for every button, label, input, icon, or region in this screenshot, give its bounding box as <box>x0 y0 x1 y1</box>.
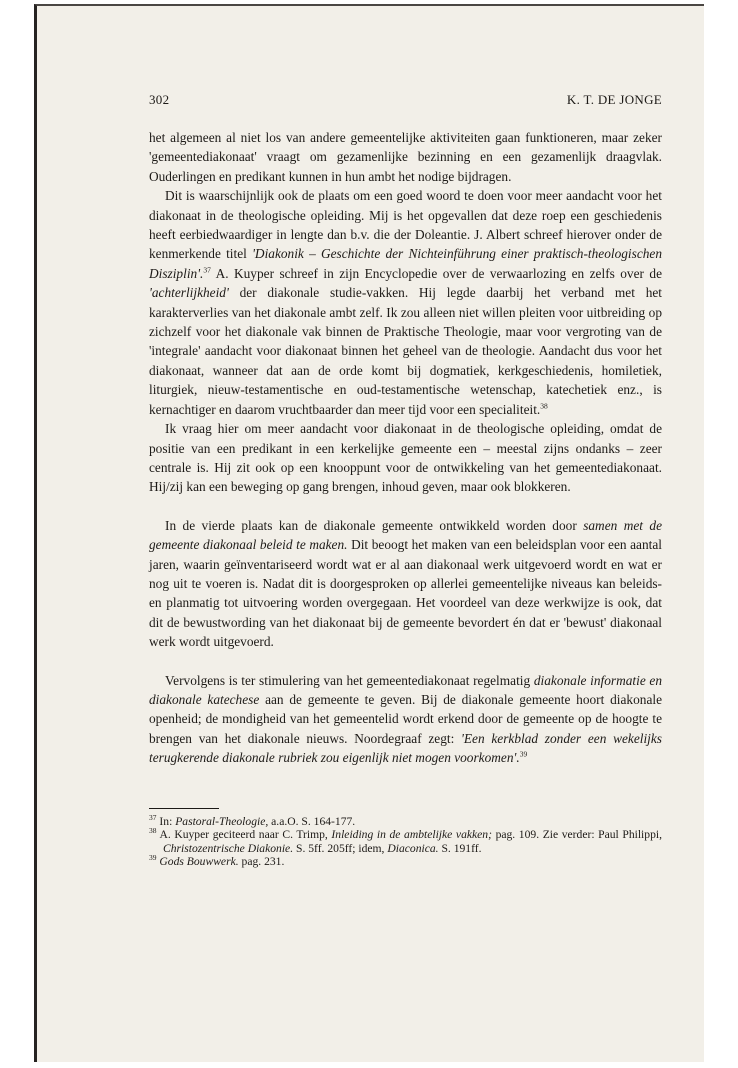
footnote-38: $^{38}$ A. Kuyper geciteerd naar C. Trimp, Inleiding in de ambtelijke vakken; pag. 109. Zie verder: Paul Philippi, Christozentrische Diakonie. S. 5ff. 205ff; idem, Diaconica. S. 191ff. <box>149 826 662 855</box>
paragraph-2: Dit is waarschijnlijk ook de plaats om een goed woord te doen voor meer aandacht voor het diakonaat in de theologische opleiding. Mij is het opgevallen dat deze roep een geschiedenis heeft eerbiedwaardiger in lengte dan b.v. die der Doleantie. J. Albert schreef hierover onder de kenmerkende titel 'Diakonik – Geschichte der Nichteinführung einer praktisch-theologischen Disziplin'.$^{37}$ A. Kuyper schreef in zijn Encyclopedie over de verwaarlozing en zelfs over de 'achterlijkheid' der diakonale studie-vakken. Hij legde daarbij het verband met het karakterverlies van het diakonale ambt zelf. Ik zou alleen niet willen pleiten voor uitbreiding op zichzelf voor het diakonale vak binnen de Praktische Theologie, maar voor vergroting van de 'integrale' aandacht voor diakonaat binnen het geheel van de theologie. Aandacht dus voor het diakonaat, wanneer dat aan de orde komt bij dogmatiek, kerkgeschiedenis, homiletiek, liturgiek, nieuw-testamentische en oud-testamentische wetenschap, katechetiek enz., is kernachtiger en daarom vruchtbaarder dan meer tijd voor een specialiteit.$^{38}$ <box>149 188 663 417</box>
page-number: 302 <box>149 92 170 107</box>
noordegraaf-quote: 'Een kerkblad zonder een wekelijks terugkerende diakonale rubriek zou eigenlijk niet mogen voorkomen'. <box>149 730 663 766</box>
paragraph-1: het algemeen al niet los van andere gemeentelijke aktiviteiten gaan funktioneren, maar zeker 'gemeentediakonaat' vraagt om gezamenlijke bezinning en een gezamenlijk draagvlak. Ouderlingen en predikant kunnen in hun ambt het nodige bijdragen. <box>149 130 662 184</box>
footnote-divider <box>149 808 219 809</box>
paragraph-3: Ik vraag hier om meer aandacht voor diakonaat in de theologische opleiding, omdat de positie van een predikant in een kerkelijke gemeente een – meestal zijns ondanks – zeer centrale is. Hij zit ook op een knooppunt voor de ontwikkeling van het gemeentediakonaat. Hij/zij kan een beweging op gang brengen, inhoud geven, maar ook blokkeren. <box>149 421 662 495</box>
book-page <box>34 4 704 1062</box>
footnote-ref-38[interactable]: 38 <box>540 401 548 411</box>
paragraph-4: In de vierde plaats kan de diakonale gemeente ontwikkeld worden door samen met de gemeente diakonaal beleid te maken. Dit beoogt het maken van een beleidsplan voor een aantal jaren, waarin geïnventariseerd wordt wat er al aan diakonaal werk uitgevoerd wordt en wat er nog uit te voeren is. Nadat dit is doorgesproken op allerlei gemeentelijke niveaus kan beleids- en planmatig tot uitvoering worden overgegaan. Het voordeel van deze werkwijze is ook, dat dit de bewustwording van het diakonaat bij de gemeente bevordert én dat er 'bewust' diakonaal werk wordt uitgevoerd. <box>149 517 662 650</box>
kuyper-term: 'achterlijkheid' <box>149 285 229 301</box>
information-emphasis: diakonale informatie en diakonale katechese <box>149 672 663 707</box>
running-header <box>149 92 662 108</box>
footnote-ref-37[interactable]: 37 <box>203 265 211 275</box>
body-text <box>149 128 662 869</box>
footnote-ref-39[interactable]: 39 <box>519 749 528 759</box>
footnote-39: $^{39}$ Gods Bouwwerk. pag. 231. <box>149 853 285 869</box>
albert-title: 'Diakonik – Geschichte der Nichteinführung einer praktisch-theologischen Disziplin'. <box>149 246 663 281</box>
paragraph-5: Vervolgens is ter stimulering van het gemeentediakonaat regelmatig diakonale informatie en diakonale katechese aan de gemeente te geven. Bij de diakonale gemeente hoort diakonale openheid; de mondigheid van het gemeentelid wordt erkend door de gemeente op de hoogte te brengen van het diakonale nieuws. Noordegraaf zegt: 'Een kerkblad zonder een wekelijks terugkerende diakonale rubriek zou eigenlijk niet mogen voorkomen'.$^{39}$ <box>149 672 663 766</box>
footnote-37: $^{37}$ In: Pastoral-Theologie, a.a.O. S. 164-177. <box>149 812 356 828</box>
running-author: K. T. DE JONGE <box>566 92 662 107</box>
policy-emphasis: samen met de gemeente diakonaal beleid te maken. <box>149 517 662 553</box>
